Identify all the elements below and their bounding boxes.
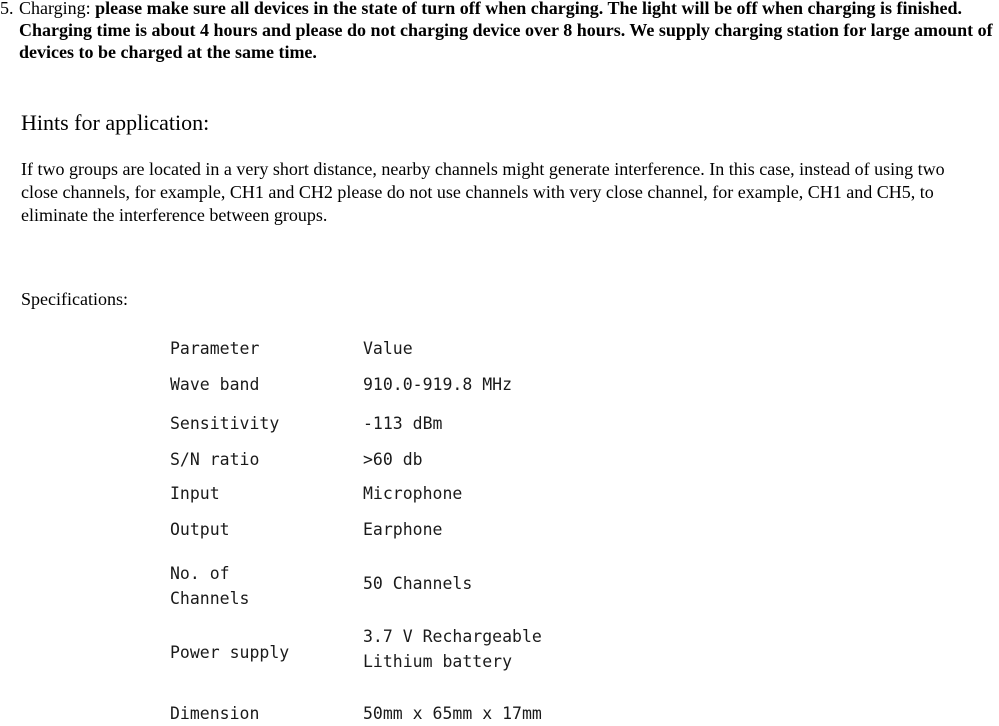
param-cell: Power supply [170,643,290,662]
param-cell: Wave band [170,375,260,394]
value-cell: 3.7 V Rechargeable Lithium battery [363,627,542,671]
charging-paragraph [0,0,999,63]
value-cell: Earphone [363,520,443,539]
hints-title: Hints for application: [21,110,210,135]
charging-instructions: please make sure all devices in the state of turn off when charging. The light will be off when charging is finished. Charging time is about 4 hours and please do not charging device over 8 hours. We supply charging station for large amount of devices to be charged at the same time. [19,0,993,62]
list-number: 5. [0,0,14,18]
param-cell: Output [170,520,230,539]
value-cell: 50 Channels [363,574,473,593]
param-cell: No. of Channels [170,564,250,608]
charging-text [0,0,999,63]
param-cell: S/N ratio [170,450,260,469]
header-parameter: Parameter [170,339,260,358]
param-cell: Dimension [170,704,260,723]
value-cell: 910.0-919.8 MHz [363,375,513,394]
value-cell: 50mm x 65mm x 17mm [363,704,542,723]
specifications-title: Specifications: [21,289,128,309]
param-cell: Sensitivity [170,414,280,433]
param-cell: Input [170,484,220,503]
value-cell: Microphone [363,484,463,503]
charging-label: Charging: [19,0,91,18]
header-value: Value [363,339,413,358]
value-cell: -113 dBm [363,414,443,433]
value-cell: >60 db [363,450,423,469]
hints-body: If two groups are located in a very short distance, nearby channels might generate interference. In this case, instead of using two close channels, for example, CH1 and CH2 please do not use channels with very close channel, for example, CH1 and CH5, to eliminate the interference between groups. [21,159,945,225]
